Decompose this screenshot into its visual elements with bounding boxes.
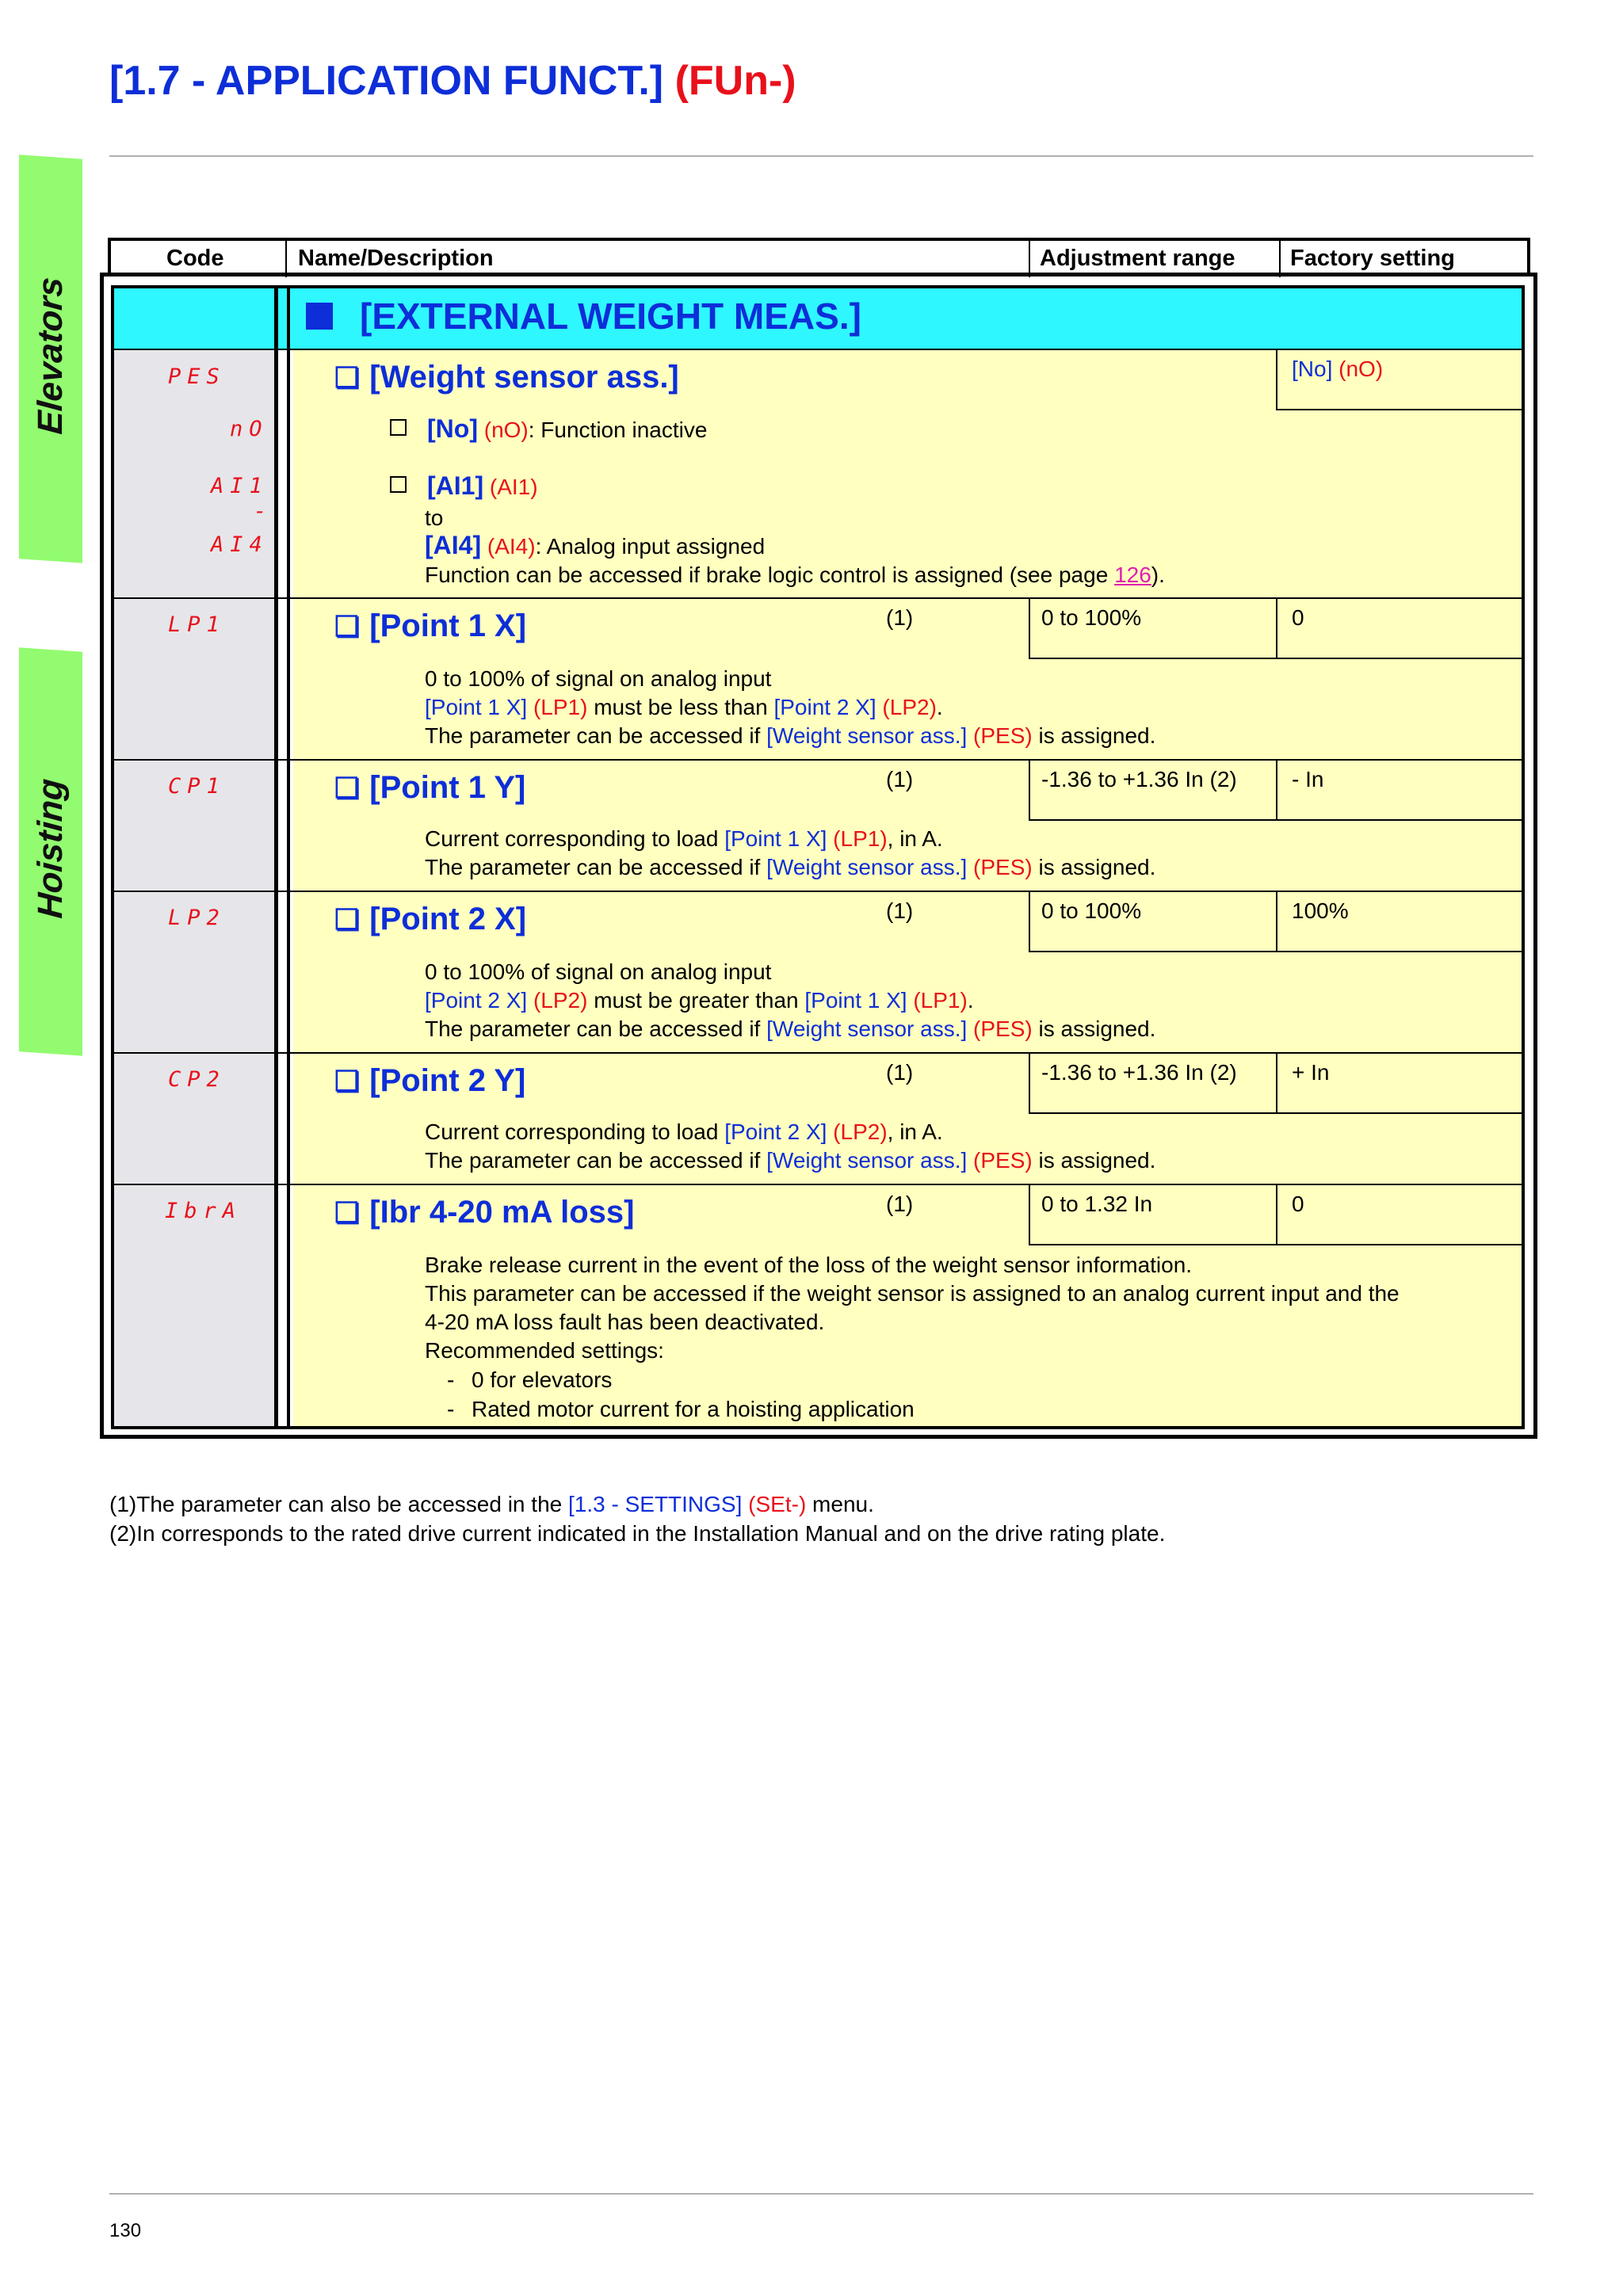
factory-setting-ibra: 0 (1292, 1192, 1304, 1216)
param-code-lp1: LP1 (168, 612, 226, 637)
side-tab-elevators[interactable] (19, 154, 82, 563)
ibra-desc-2: This parameter can be accessed if the weight sensor is assigned to an analog current input and the (425, 1281, 1400, 1306)
page-title-menu: [1.7 - APPLICATION FUNCT.] (109, 58, 664, 104)
param-title-text: [Point 2 Y] (369, 1063, 526, 1098)
bullet-text: 0 for elevators (472, 1367, 613, 1392)
footnote-ref: (1) (886, 1192, 914, 1216)
param-title-weight-sensor (334, 360, 679, 395)
filled-square-icon (306, 303, 333, 330)
cell-border (1276, 1052, 1277, 1114)
lp2-desc-2 (425, 986, 974, 1015)
checkbox-icon: ❏ (334, 903, 361, 936)
ibra-desc-3: 4-20 mA loss fault has been deactivated. (425, 1310, 825, 1334)
param-title-point-1-x (334, 608, 526, 644)
access-end: is assigned. (1032, 1148, 1156, 1173)
cell-border (1029, 658, 1522, 659)
checkbox-icon: ❏ (334, 361, 361, 394)
option-to: to (425, 505, 444, 530)
bullet-dash: - (447, 1397, 455, 1421)
page-title (109, 57, 796, 105)
checkbox-icon: ❏ (334, 1196, 361, 1229)
footnotes (109, 1489, 1165, 1548)
cp2-desc-end: , in A. (887, 1119, 943, 1144)
cp1-desc-end: , in A. (887, 826, 943, 851)
cell-border (1029, 1244, 1522, 1245)
side-tab-elevators-label: Elevators (31, 276, 70, 436)
ref-weight-sensor: [Weight sensor ass.] (766, 1148, 968, 1173)
footnote-1 (109, 1489, 1165, 1519)
footnote-ref: (1) (886, 1060, 914, 1085)
access-text: The parameter can be accessed if (425, 1016, 767, 1041)
param-title-text: [Point 2 X] (369, 902, 527, 936)
lp1-desc-1: 0 to 100% of signal on analog input (425, 666, 772, 691)
adjustment-range-lp1: 0 to 100% (1041, 605, 1142, 630)
cell-border (1029, 759, 1030, 821)
param-code-lp2: LP2 (168, 906, 226, 930)
row-separator (114, 1052, 1522, 1054)
ref-lp2: (LP2) (827, 1119, 888, 1144)
lp2-desc-text: must be greater than (587, 988, 805, 1013)
factory-value-code: (nO) (1338, 357, 1384, 381)
code-divider (274, 288, 278, 1426)
cell-border (1276, 891, 1277, 952)
lp1-access (425, 721, 1155, 750)
option-square-icon (390, 476, 407, 493)
factory-value-name: [No] (1292, 357, 1333, 381)
ref-lp1: (LP1) (527, 695, 588, 719)
footnote-text: The parameter can also be accessed in the (136, 1492, 568, 1516)
access-text: The parameter can be accessed if (425, 723, 767, 748)
header-rule (109, 155, 1533, 157)
access-end: is assigned. (1032, 1016, 1156, 1041)
adjustment-range-ibra: 0 to 1.32 In (1041, 1192, 1153, 1216)
footnote-mark: (1) (109, 1492, 137, 1516)
footnote-ref: (1) (886, 767, 914, 791)
access-text: The parameter can be accessed if (425, 1148, 767, 1173)
bullet-text: Rated motor current for a hoisting application (472, 1397, 915, 1421)
param-title-text: [Point 1 X] (369, 608, 527, 643)
factory-setting-pes (1292, 357, 1383, 382)
access-end: is assigned. (1032, 855, 1156, 879)
row-separator (114, 349, 1522, 350)
option-no-code: (nO) (483, 418, 529, 442)
ibra-desc-4: Recommended settings: (425, 1338, 664, 1363)
ref-pes: (PES) (967, 855, 1033, 879)
access-end: is assigned. (1032, 723, 1156, 748)
page-title-code: (FUn-) (674, 58, 796, 104)
cell-border (1029, 819, 1522, 821)
param-code-cp1: CP1 (168, 774, 226, 799)
ref-pes: (PES) (967, 723, 1033, 748)
option-code-ai4: AI4 (211, 532, 269, 557)
option-no (390, 414, 707, 444)
code-divider-inner (287, 288, 290, 1426)
option-ai1 (390, 471, 538, 502)
cp2-desc-text: Current corresponding to load (425, 1119, 725, 1144)
row-separator (114, 597, 1522, 599)
footnote-end: menu. (806, 1492, 874, 1516)
ref-lp1: (LP1) (827, 826, 888, 851)
bullet-dash: - (447, 1367, 455, 1392)
param-title-ibr-loss (334, 1195, 634, 1230)
ref-lp1: (LP1) (907, 988, 968, 1013)
param-code-cp2: CP2 (168, 1067, 226, 1092)
lp1-desc-end: . (936, 695, 943, 719)
header-factory-setting: Factory setting (1290, 246, 1455, 271)
option-code-no: nO (230, 417, 269, 441)
header-name-description: Name/Description (298, 246, 494, 271)
option-ai4 (425, 531, 765, 561)
side-tab-hoisting-label: Hoisting (31, 777, 70, 920)
option-no-desc: : Function inactive (528, 418, 708, 442)
option-code-ai1: AI1 (211, 474, 269, 498)
factory-setting-lp2: 100% (1292, 898, 1349, 923)
ref-lp2: (LP2) (876, 695, 937, 719)
param-title-point-1-y (334, 770, 525, 806)
adjustment-range-cp1: -1.36 to +1.36 In (2) (1041, 767, 1237, 791)
param-code-pes: PES (168, 364, 226, 389)
list-item (447, 1365, 612, 1394)
pes-access-text: Function can be accessed if brake logic control is assigned (see page (425, 563, 1115, 587)
footnote-mark: (2) (109, 1521, 137, 1546)
lp2-access (425, 1014, 1155, 1043)
option-no-name: [No] (427, 414, 478, 443)
cell-border (1029, 891, 1030, 952)
param-title-text: [Weight sensor ass.] (369, 360, 679, 395)
ibra-desc-1: Brake release current in the event of the loss of the weight sensor information. (425, 1253, 1193, 1277)
ref-point-2-x: [Point 2 X] (773, 695, 876, 719)
cell-border (1276, 1184, 1277, 1245)
cp2-access (425, 1146, 1155, 1175)
param-title-text: [Ibr 4-20 mA loss] (369, 1195, 635, 1230)
ref-point-2-x: [Point 2 X] (724, 1119, 827, 1144)
lp1-desc-2 (425, 692, 943, 722)
cell-border (1276, 759, 1277, 821)
cell-border (1276, 597, 1277, 659)
ref-pes: (PES) (967, 1016, 1033, 1041)
checkbox-icon: ❏ (334, 610, 361, 643)
param-title-text: [Point 1 Y] (369, 770, 526, 805)
factory-setting-lp1: 0 (1292, 605, 1304, 630)
checkbox-icon: ❏ (334, 1065, 361, 1097)
option-ai4-code: (AI4) (487, 534, 536, 559)
cp1-access (425, 852, 1155, 882)
ref-settings-menu: [1.3 - SETTINGS] (568, 1492, 743, 1516)
lp2-desc-1: 0 to 100% of signal on analog input (425, 959, 772, 984)
footer-rule (109, 2193, 1533, 2195)
cell-border (1029, 1112, 1522, 1114)
adjustment-range-cp2: -1.36 to +1.36 In (2) (1041, 1060, 1237, 1085)
row-separator (114, 891, 1522, 892)
cell-border (1029, 1184, 1030, 1245)
footnote-2 (109, 1519, 1165, 1548)
ref-weight-sensor: [Weight sensor ass.] (766, 1016, 968, 1041)
ref-set-code: (SEt-) (742, 1492, 807, 1516)
cell-border (1276, 409, 1522, 410)
ref-point-1-x: [Point 1 X] (804, 988, 907, 1013)
pes-access-end: ). (1151, 563, 1165, 587)
ref-point-1-x: [Point 1 X] (425, 695, 528, 719)
lp1-desc-text: must be less than (587, 695, 774, 719)
cell-border (1029, 1052, 1030, 1114)
option-ai1-name: [AI1] (427, 471, 484, 500)
ref-point-1-x: [Point 1 X] (724, 826, 827, 851)
page-number: 130 (109, 2220, 142, 2241)
checkbox-icon: ❏ (334, 772, 361, 804)
option-ai4-desc: : Analog input assigned (535, 534, 766, 559)
row-separator (114, 1184, 1522, 1185)
cp1-desc-text: Current corresponding to load (425, 826, 725, 851)
pes-access-note (425, 560, 1165, 589)
param-code-ibra: IbrA (165, 1199, 242, 1223)
ref-point-2-x: [Point 2 X] (425, 988, 528, 1013)
access-text: The parameter can be accessed if (425, 855, 767, 879)
adjustment-range-lp2: 0 to 100% (1041, 898, 1142, 923)
option-square-icon (390, 419, 407, 436)
ref-weight-sensor: [Weight sensor ass.] (766, 723, 968, 748)
cell-border (1276, 349, 1277, 410)
header-adjustment-range: Adjustment range (1040, 246, 1235, 271)
param-title-point-2-y (334, 1063, 525, 1099)
list-item (447, 1394, 915, 1424)
section-title: [EXTERNAL WEIGHT MEAS.] (360, 296, 861, 337)
param-title-point-2-x (334, 902, 526, 937)
factory-setting-cp1: - In (1292, 767, 1324, 791)
lp2-desc-end: . (967, 988, 974, 1013)
option-ai4-name: [AI4] (425, 531, 482, 559)
footnote-ref: (1) (886, 898, 914, 923)
cell-border (1029, 597, 1030, 659)
cp1-desc-1 (425, 824, 943, 853)
ref-pes: (PES) (967, 1148, 1033, 1173)
cell-border (1029, 951, 1522, 952)
option-ai1-code: (AI1) (489, 475, 538, 499)
option-code-dash: - (254, 499, 273, 524)
page-link[interactable]: 126 (1114, 563, 1151, 587)
factory-setting-cp2: + In (1292, 1060, 1330, 1085)
row-separator (114, 759, 1522, 761)
ref-weight-sensor: [Weight sensor ass.] (766, 855, 968, 879)
header-code: Code (166, 246, 224, 271)
footnote-text: In corresponds to the rated drive current indicated in the Installation Manual and on the drive rating plate. (136, 1521, 1166, 1546)
ref-lp2: (LP2) (527, 988, 588, 1013)
footnote-ref: (1) (886, 605, 914, 630)
table-header-row (108, 238, 1530, 274)
side-tab-hoisting[interactable] (19, 647, 82, 1056)
cp2-desc-1 (425, 1117, 943, 1146)
